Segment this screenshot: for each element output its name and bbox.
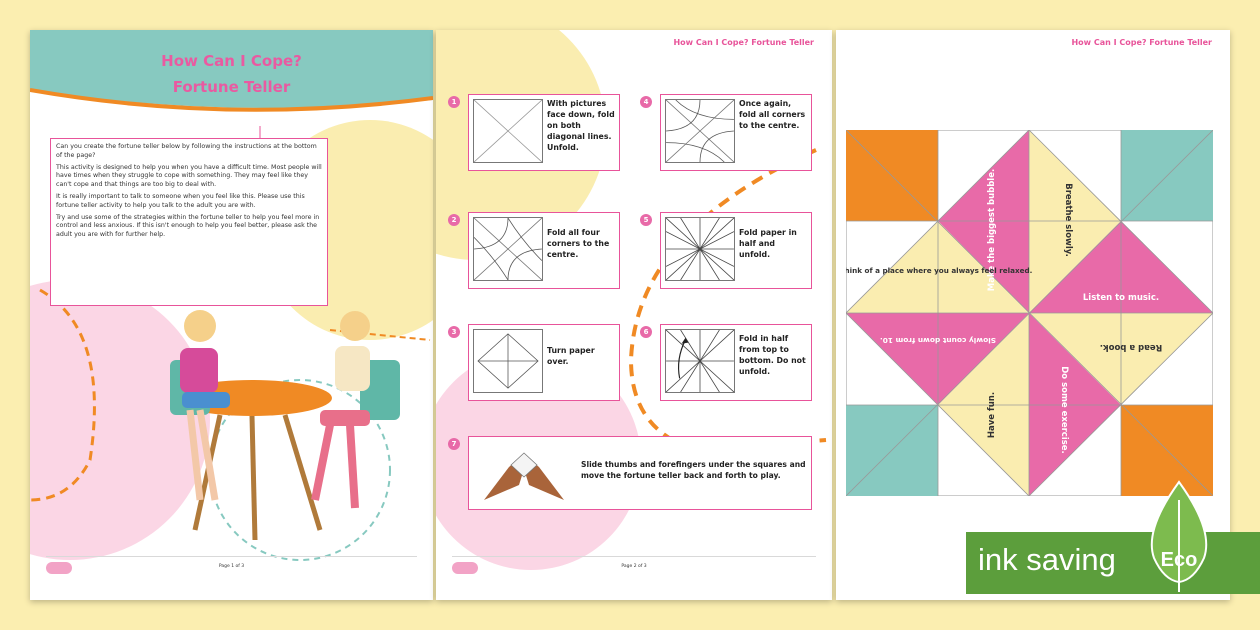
- step-6: [640, 324, 820, 404]
- step-3: [448, 324, 628, 404]
- ink-saving-eco-badge: [966, 532, 1260, 594]
- footer-divider: [452, 556, 816, 557]
- footer-brand-icon: [357, 562, 417, 574]
- step-number: 7: [448, 438, 460, 450]
- running-header: How Can I Cope? Fortune Teller: [1071, 38, 1212, 47]
- step-2: [448, 212, 628, 292]
- page1-decoration: [30, 30, 433, 600]
- step-card: [468, 94, 620, 171]
- message-count-down: Slowly count down from 10.: [879, 336, 997, 345]
- worksheet-page-1: [30, 30, 433, 600]
- step-4: [640, 94, 820, 174]
- step-number: 1: [448, 96, 460, 108]
- step-instruction: Fold paper in half and unfold.: [739, 228, 797, 259]
- step-instruction: Fold all four corners to the centre.: [547, 228, 610, 259]
- step-number: 4: [640, 96, 652, 108]
- step-instruction: Turn paper over.: [547, 346, 595, 366]
- message-make-bubble: Make the biggest bubble.: [987, 168, 997, 292]
- message-read-book: Read a book.: [1099, 342, 1163, 352]
- step-card: [660, 94, 812, 171]
- step-number: 5: [640, 214, 652, 226]
- intro-text-box: [50, 138, 328, 306]
- step-instruction: Slide thumbs and forefingers under the squares and move the fortune teller back and forth to play.: [581, 460, 806, 480]
- message-exercise: Do some exercise.: [1059, 366, 1069, 454]
- eco-badge-label: ink saving: [978, 542, 1116, 577]
- fold-diagram-icon: [473, 329, 543, 393]
- message-breathe: Breathe slowly.: [1063, 183, 1073, 257]
- message-listen-music: Listen to music.: [1082, 293, 1160, 303]
- step-instruction: With pictures face down, fold on both diagonal lines. Unfold.: [547, 99, 615, 152]
- fold-diagram-icon: [665, 99, 735, 163]
- footer-page-number: Page 1 of 3: [218, 564, 245, 569]
- step-5: [640, 212, 820, 292]
- message-have-fun: Have fun.: [987, 391, 997, 439]
- step-7: [448, 436, 820, 516]
- step-1: [448, 94, 628, 174]
- step-number: 3: [448, 326, 460, 338]
- step-instruction: Once again, fold all corners to the centre.: [739, 99, 806, 130]
- step-instruction: Fold in half from top to bottom. Do not unfold.: [739, 334, 806, 376]
- hands-illustration-icon: [479, 445, 569, 503]
- intro-paragraph: Can you create the fortune teller below by following the instructions at the bottom of the page?: [56, 143, 317, 159]
- step-card: [660, 324, 812, 401]
- intro-paragraph: This activity is designed to help you when you have a difficult time. Most people will have times when they struggle to cope with something. They may feel like they can't cope and that things are too big to deal with.: [56, 163, 322, 188]
- fold-diagram-icon: [473, 99, 543, 163]
- fold-diagram-icon: [665, 217, 735, 281]
- message-think-place: [846, 266, 1032, 275]
- page-footer: [46, 556, 417, 582]
- fortune-teller-grid: [846, 130, 1213, 496]
- step-number: 2: [448, 214, 460, 226]
- step-card: [660, 212, 812, 289]
- message-think-place-text: Think of a place where you always feel relaxed.: [846, 266, 1033, 275]
- step-card: [468, 436, 812, 510]
- fortune-teller-template: [846, 130, 1213, 496]
- page-footer: [452, 556, 816, 582]
- step-card: [468, 324, 620, 401]
- fold-diagram-icon: [665, 329, 735, 393]
- intro-paragraph: Try and use some of the strategies within the fortune teller to help you feel more in control and less anxious. If this isn't enough to help you feel better, please ask the adult you are with for further help.: [56, 213, 320, 238]
- footer-page-number: Page 2 of 3: [621, 564, 647, 569]
- running-header: How Can I Cope? Fortune Teller: [673, 38, 814, 47]
- eco-label: Eco: [1160, 549, 1198, 571]
- leaf-icon: [1142, 480, 1216, 594]
- worksheet-title: How Can I Cope?: [161, 52, 302, 70]
- footer-brand-icon: [756, 562, 816, 574]
- step-card: [468, 212, 620, 289]
- worksheet-subtitle: Fortune Teller: [172, 78, 291, 96]
- footer-divider: [46, 556, 417, 557]
- intro-paragraph: It is really important to talk to someone when you feel like this. Please use this fortune teller activity to help you talk to the adult you are with.: [56, 192, 305, 209]
- fold-diagram-icon: [473, 217, 543, 281]
- step-number: 6: [640, 326, 652, 338]
- worksheet-page-2: [436, 30, 832, 600]
